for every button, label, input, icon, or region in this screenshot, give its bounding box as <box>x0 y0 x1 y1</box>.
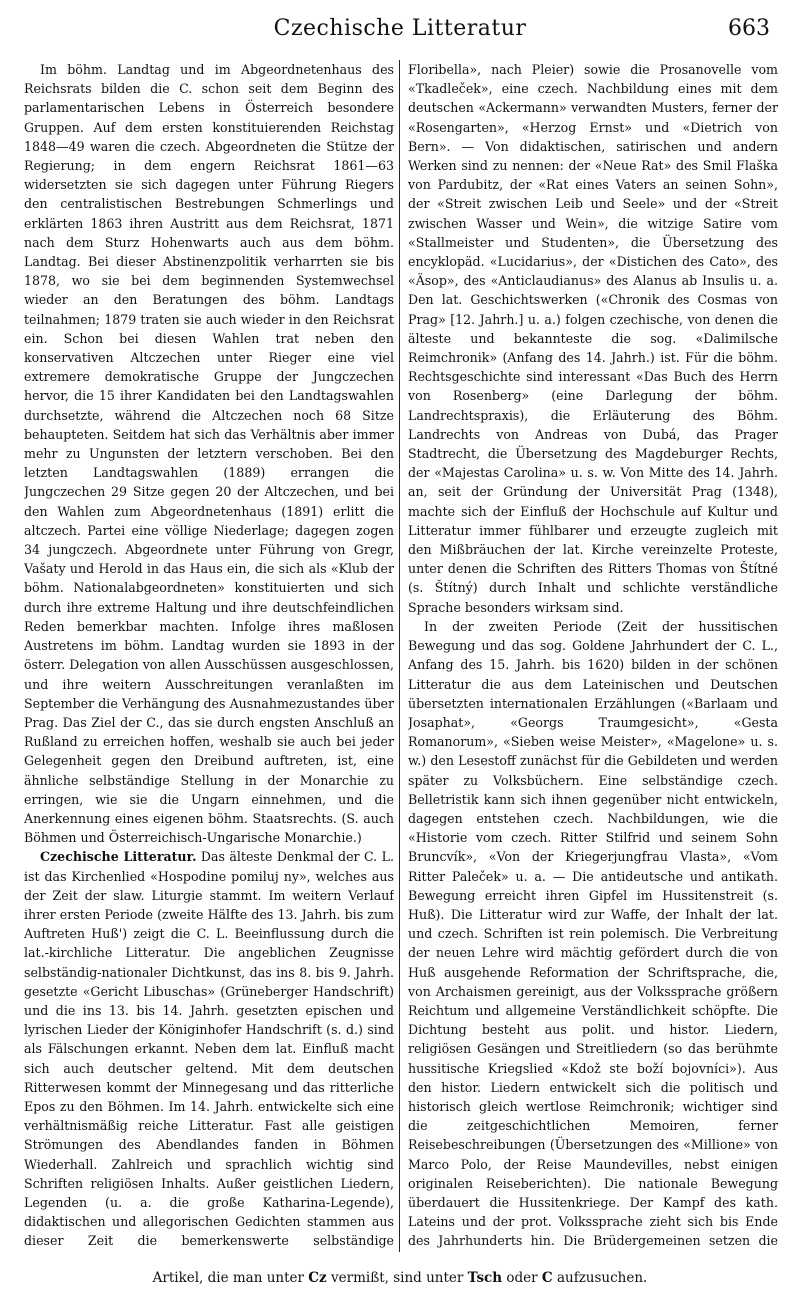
paragraph-literature-intro <box>24 847 394 1252</box>
footer-suffix: aufzusuchen. <box>556 1270 648 1286</box>
footer-tsch: Tsch <box>467 1270 503 1286</box>
paragraph-czech-politics: Im böhm. Landtag und im Abgeordnetenhaus des Reichsrats bilden die C. schon seit dem Beginn des parlamentarischen Lebens in Österreich besondere Gruppen. Auf dem ersten konstituierenden Reichstag 1848—49 waren die czech. Abgeordneten die Stütze der Regierung; in dem engern Reichsrat 1861—63 widersetzten sie sich dagegen unter Führung Riegers den centralistischen Bestrebungen Schmerlings und erklärten 1863 ihren Austritt aus dem Reichsrat, 1871 nach dem Sturz Hohenwarts auch aus dem böhm. Landtag. Bei dieser Abstinenzpolitik verharrten sie bis 1878, wo sie bei dem beginnenden Systemwechsel wieder an den Beratungen des böhm. Landtags teilnahmen; 1879 traten sie auch wieder in den Reichsrat ein. Schon bei diesen Wahlen trat neben den konservativen Altczechen unter Rieger eine viel extremere demokratische Gruppe der Jungczechen hervor, die 15 ihrer Kandidaten bei den Landtagswahlen durchsetzte, während die Altczechen noch 68 Sitze behaupteten. Seitdem hat sich das Verhältnis aber immer mehr zu Ungunsten der letztern verschoben. Bei den letzten Landtagswahlen (1889) errangen die Jungczechen 29 Sitze gegen 20 der Altczechen, und bei den Wahlen zum Abgeordnetenhaus (1891) erlitt die altczech. Partei eine völlige Niederlage; dagegen zogen 34 jungczech. Abgeordnete unter Führung von Gregr, Vašaty und Herold in das Haus ein, die sich als «Klub der böhm. Nationalabgeordneten» konstituierten und sich durch ihre extreme Haltung und ihre deutschfeindlichen Reden bemerkbar machten. Infolge ihres maßlosen Austretens im böhm. Landtag wurden sie 1893 in der österr. Delegation von allen Ausschüssen ausgeschlossen, und ihre weitern Ausschreitungen veranlaßten im September die Verhängung des Ausnahmezustandes über Prag. Das Ziel der C., das sie durch engsten Anschluß an Rußland zu erreichen hoffen, weshalb sie auch bei jeder Gelegenheit gegen den Dreibund auftreten, ist, eine ähnliche selbständige Stellung in der Monarchie zu erringen, wie sie die Ungarn einnehmen, und die Anerkennung eines eigenen böhm. Staatsrechts. (S. auch Böhmen und Österreichisch-Ungarische Monarchie.) <box>24 62 394 846</box>
left-column <box>24 60 394 1252</box>
footer-middle: vermißt, sind unter <box>331 1270 464 1286</box>
page-footer-note <box>30 1270 770 1286</box>
footer-oder: oder <box>506 1270 538 1286</box>
page-number: 663 <box>728 16 770 41</box>
footer-cz: Cz <box>308 1270 327 1286</box>
paragraph-literature-text: Das älteste Denkmal der C. L. ist das Kirchenlied «Hospodine pomiluj ny», welches aus der Zeit der slaw. Liturgie stammt. Im weitern Verlauf ihrer ersten Periode (zweite Hälfte des 13. Jahrh. bis zum Auftreten Huß') zeigt die C. L. Beeinflussung durch die lat.-kirchliche Litteratur. Die angeblichen Zeugnisse selbständig-nationaler Dichtkunst, das ins 8. bis 9. Jahrh. gesetzte «Gericht Libuschas» (Grüneberger Handschrift) und die ins 13. bis 14. Jahrh. gesetzten epischen und lyrischen Lieder der Königinhofer Handschrift (s. d.) sind als Fälschungen erkannt. Neben dem lat. Einfluß macht sich auch deutscher geltend. Mit dem deutschen Ritterwesen kommt der Minnegesang und das ritterliche Epos zu den Böhmen. Im 14. Jahrh. entwickelte sich eine verhältnismäßig reiche Litteratur. Fast alle geistigen Strömungen des Abendlandes fanden in Böhmen Wiederhall. Zahlreich und sprachlich wichtig sind Schriften religiösen Inhalts. Außer geistlichen Liedern, Legenden (u. a. die große Katharina-Legende), didaktischen und allegorischen Gedichten stammen aus dieser Zeit die bemerkenswerte selbständige <box>24 849 394 1249</box>
paragraph-second-period: In der zweiten Periode (Zeit der hussitischen Bewegung und das sog. Goldene Jahrhundert der C. L., Anfang des 15. Jahrh. bis 1620) bilden in der schönen Litteratur die aus dem Lateinischen und Deutschen übersetzten internationalen Erzählungen («Barlaam und Josaphat», «Georgs Traumgesicht», «Gesta Romanorum», «Sieben weise Meister», «Magelone» u. s. w.) den Lesestoff zunächst für die Gebildeten und werden später zu Volksbüchern. Eine selbständige czech. Belletristik kann sich ihnen gegenüber nicht entwickeln, dagegen entstehen czech. Nachbildungen, wie die «Historie vom czech. Ritter Stilfrid und seinem Sohn Bruncvík», «Von der Kriegerjungfrau Vlasta», «Vom Ritter Paleček» u. a. — Die antideutsche und antikath. Bewegung erreicht ihren Gipfel im Hussitenstreit (s. Huß). Die Litteratur wird zur Waffe, der Inhalt der lat. und czech. Schriften ist rein polemisch. Die Verbreitung der neuen Lehre wird mächtig gefördert durch die von Huß ausgehende Reformation der Schriftsprache, die, von Archaismen gereinigt, aus der Volkssprache größern Reichtum und allgemeine Verständlichkeit schöpfte. Die Dichtung besteht aus polit. und histor. Liedern, religiösen Gesängen und Streitliedern (so das berühmte hussitische Kriegslied «Kdož ste boží bojovníci»). Aus den histor. Liedern entwickelt sich die politisch und historisch gleich wertlose Reimchronik; wichtiger sind die zeitgeschichtlichen Memoiren, ferner Reisebeschreibungen (Übersetzungen des «Millione» von Marco Polo, der Reise Maundevilles, nebst einigen originalen Reiseberichten). Die nationale Bewegung überdauert die Hussitenkriege. Der Kampf des kath. Lateins und der prot. Volkssprache zieht sich bis Ende des Jahrhunderts hin. Die Brüdergemeinen setzen die <box>408 618 778 1249</box>
section-heading: Czechische Litteratur. <box>40 849 197 865</box>
page-header <box>30 16 770 48</box>
right-column <box>408 60 778 1252</box>
footer-c: C <box>541 1270 553 1286</box>
text-columns <box>24 60 778 1252</box>
running-title: Czechische Litteratur <box>273 16 527 41</box>
footer-prefix: Artikel, die man unter <box>152 1270 304 1286</box>
paragraph-first-period-cont: Floribella», nach Pleier) sowie die Prosanovelle vom «Tkadleček», eine czech. Nachbildung eines mit dem deutschen «Ackermann» verwandten Musters, ferner der «Rosengarten», «Herzog Ernst» und «Dietrich von Bern». — Von didaktischen, satirischen und andern Werken sind zu nennen: der «Neue Rat» des Smil Flaška von Pardubitz, der «Rat eines Vaters an seinen Sohn», der «Streit zwischen Leib und Seele» und der «Streit zwischen Wasser und Wein», die witzige Satire vom «Stallmeister und Studenten», die Übersetzung des encyklopäd. «Lucidarius», der «Distichen des Cato», des «Äsop», des «Anticlaudianus» des Alanus ab Insulis u. a. Den lat. Geschichtswerken («Chronik des Cosmas von Prag» [12. Jahrh.] u. a.) folgen czechische, von denen die älteste und bekannteste die sog. «Dalimilsche Reimchronik» (Anfang des 14. Jahrh.) ist. Für die böhm. Rechtsgeschichte sind interessant «Das Buch des Herrn von Rosenberg» (eine Darlegung der böhm. Landrechtspraxis), die Erläuterung des Böhm. Landrechts von Andreas von Dubá, das Prager Stadtrecht, die Übersetzung des Magdeburger Rechts, der «Majestas Carolina» u. s. w. Von Mitte des 14. Jahrh. an, seit der Gründung der Universität Prag (1348), machte sich der Einfluß der Hochschule auf Kultur und Litteratur immer fühlbarer und erzeugte zugleich mit den Mißbräuchen der lat. Kirche vereinzelte Proteste, unter denen die Schriften des Ritters Thomas von Štítné (s. Štítný) durch Inhalt und schlichte verständliche Sprache besonders wirksam sind. <box>408 62 778 615</box>
